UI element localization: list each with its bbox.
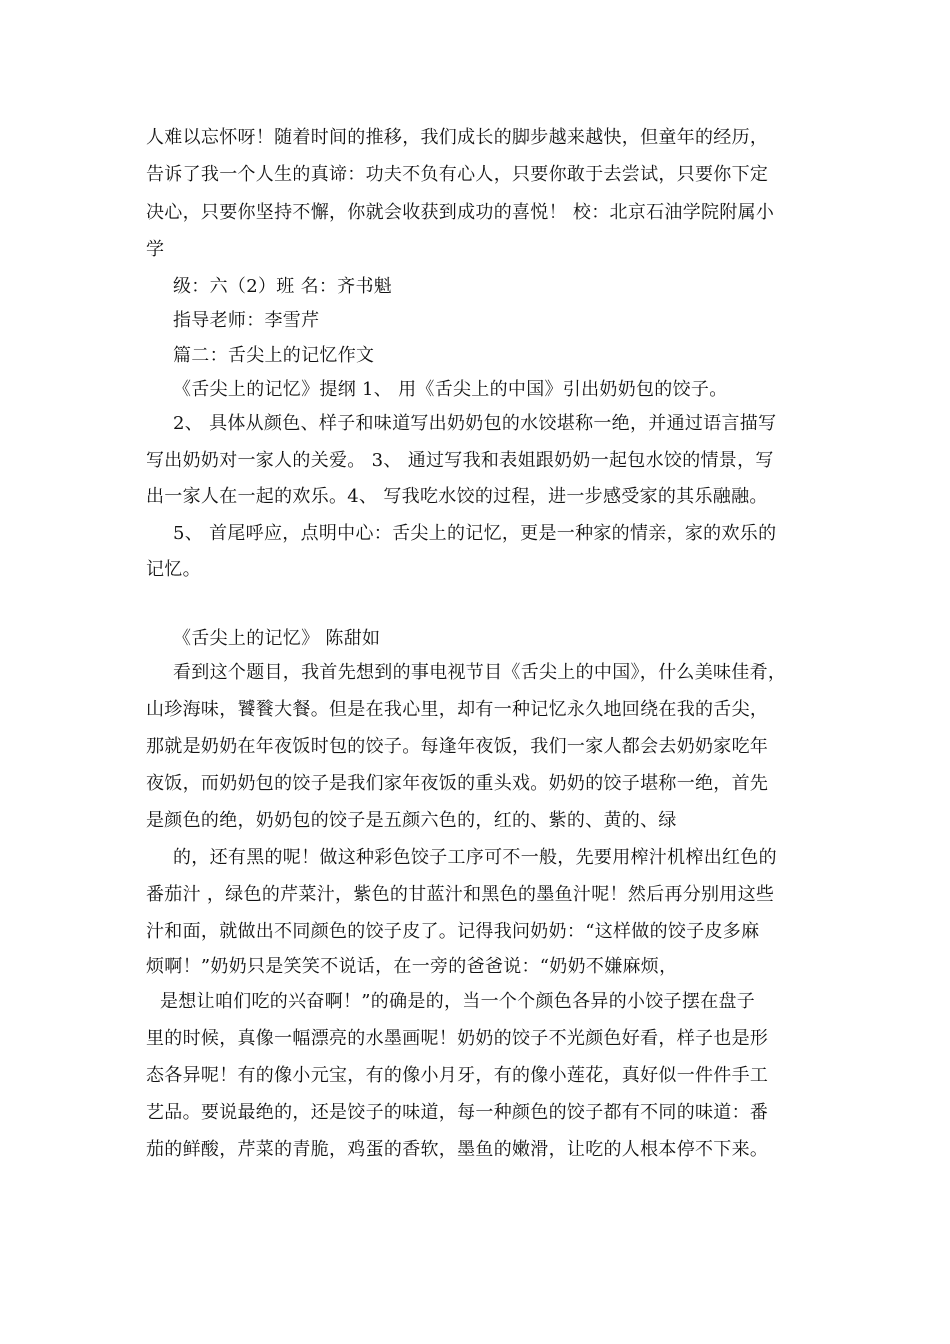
text-line: 人难以忘怀呀！随着时间的推移，我们成长的脚步越来越快，但童年的经历， bbox=[146, 127, 769, 148]
teacher-line: 指导老师：李雪芹 bbox=[173, 310, 320, 331]
text-line: 是想让咱们吃的兴奋啊！”的确是的，当一个个颜色各异的小饺子摆在盘子 bbox=[160, 991, 756, 1012]
text-line: 出一家人在一起的欢乐。4、 写我吃水饺的过程，进一步感受家的其乐融融。 bbox=[146, 486, 768, 507]
text-line: 看到这个题目，我首先想到的事电视节目《舌尖上的中国》，什么美味佳肴， bbox=[173, 662, 787, 683]
text-line: 的，还有黑的呢！做这种彩色饺子工序可不一般，先要用榨汁机榨出红色的 bbox=[173, 847, 777, 868]
text-line: 5、 首尾呼应，点明中心：舌尖上的记忆，更是一种家的情亲，家的欢乐的 bbox=[173, 523, 777, 544]
text-line: 夜饭，而奶奶包的饺子是我们家年夜饭的重头戏。奶奶的饺子堪称一绝，首先 bbox=[146, 773, 769, 794]
text-line: 里的时候，真像一幅漂亮的水墨画呢！奶奶的饺子不光颜色好看，样子也是形 bbox=[146, 1028, 769, 1049]
text-line: 茄的鲜酸，芹菜的青脆，鸡蛋的香软，墨鱼的嫩滑，让吃的人根本停不下来。 bbox=[146, 1139, 769, 1160]
text-line: 2、 具体从颜色、样子和味道写出奶奶包的水饺堪称一绝，并通过语言描写 bbox=[173, 413, 777, 434]
text-line: 态各异呢！有的像小元宝，有的像小月牙，有的像小莲花，真好似一件件手工 bbox=[146, 1065, 769, 1086]
text-line: 是颜色的绝，奶奶包的饺子是五颜六色的，红的、紫的、黄的、绿 bbox=[146, 810, 677, 831]
text-line: 记忆。 bbox=[146, 559, 201, 580]
essay-title: 《舌尖上的记忆》 陈甜如 bbox=[173, 628, 381, 649]
text-line: 汁和面，就做出不同颜色的饺子皮了。记得我问奶奶：“这样做的饺子皮多麻 bbox=[146, 921, 760, 942]
text-line: 烦啊！”奶奶只是笑笑不说话，在一旁的爸爸说：“奶奶不嫌麻烦， bbox=[146, 956, 678, 977]
text-line: 山珍海味，饕餮大餐。但是在我心里，却有一种记忆永久地回绕在我的舌尖， bbox=[146, 699, 769, 720]
text-line: 艺品。要说最绝的，还是饺子的味道，每一种颜色的饺子都有不同的味道：番 bbox=[146, 1102, 769, 1123]
text-line: 那就是奶奶在年夜饭时包的饺子。每逢年夜饭，我们一家人都会去奶奶家吃年 bbox=[146, 736, 769, 757]
class-name-line: 级：六（2）班 名：齐书魁 bbox=[173, 276, 393, 297]
text-line: 学 bbox=[146, 239, 165, 260]
text-line: 告诉了我一个人生的真谛：功夫不负有心人，只要你敢于去尝试，只要你下定 bbox=[146, 164, 769, 185]
text-line: 决心，只要你坚持不懈，你就会收获到成功的喜悦！ 校：北京石油学院附属小 bbox=[146, 202, 775, 223]
text-line: 写出奶奶对一家人的关爱。 3、 通过写我和表姐跟奶奶一起包水饺的情景，写 bbox=[146, 450, 774, 471]
text-line: 番茄汁 ，绿色的芹菜汁，紫色的甘蓝汁和黑色的墨鱼汁呢！然后再分别用这些 bbox=[146, 884, 775, 905]
outline-title-line: 《舌尖上的记忆》提纲 1、 用《舌尖上的中国》引出奶奶包的饺子。 bbox=[173, 379, 728, 400]
section-heading: 篇二：舌尖上的记忆作文 bbox=[173, 345, 375, 366]
